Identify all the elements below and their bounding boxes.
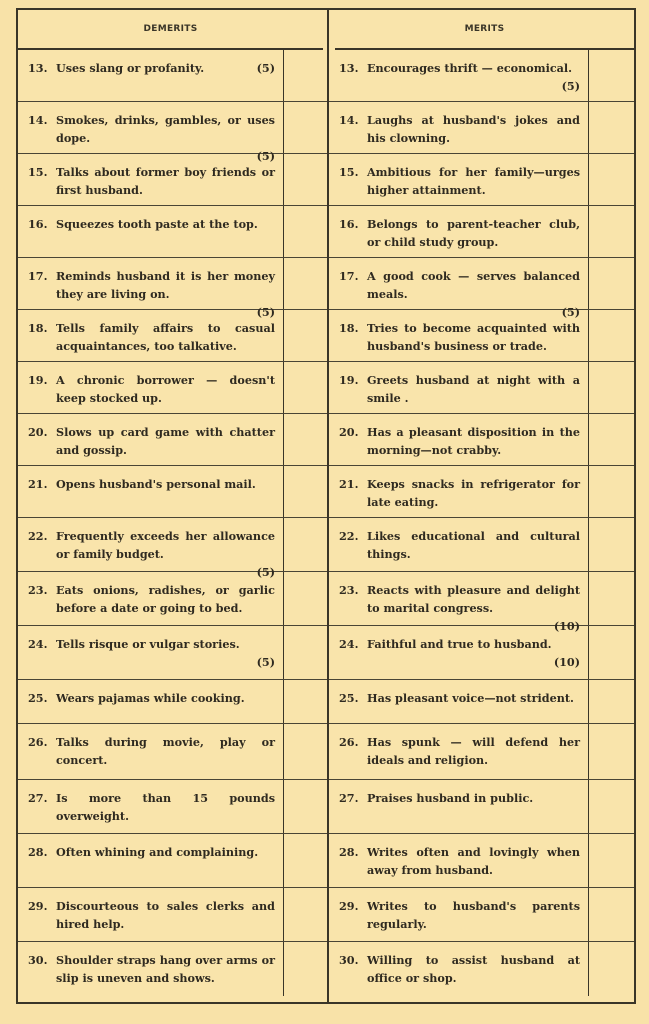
merit-item — [329, 466, 588, 517]
item-text-wrap — [56, 111, 275, 163]
demerit-score-box[interactable] — [283, 102, 327, 153]
item-text-wrap — [367, 215, 580, 257]
item-number: 18. — [28, 321, 48, 335]
demerit-score-box[interactable] — [283, 572, 327, 625]
merit-row — [329, 258, 634, 319]
item-text-wrap — [56, 215, 275, 257]
item-text-wrap — [367, 319, 580, 361]
demerit-item — [18, 834, 283, 887]
merits-list — [329, 50, 634, 1002]
item-text: Frequently exceeds her allowance or family budget. — [56, 529, 275, 561]
merit-item — [329, 518, 588, 571]
demerit-score-box[interactable] — [283, 310, 327, 361]
item-text-wrap — [367, 527, 580, 571]
demerits-column — [18, 10, 327, 1002]
merit-score-box[interactable] — [588, 780, 634, 833]
merit-item — [329, 258, 588, 319]
merit-item — [329, 50, 588, 101]
merits-header: MERITS — [335, 10, 634, 50]
item-text: Keeps snacks in refrigerator for late eating. — [367, 477, 580, 509]
item-text: Has spunk — will defend her ideals and religion. — [367, 735, 580, 767]
merit-row — [329, 680, 634, 724]
item-text-wrap — [56, 789, 275, 833]
demerit-row — [18, 310, 327, 362]
item-text: Likes educational and cultural things. — [367, 529, 580, 561]
merit-item — [329, 626, 588, 679]
item-text-wrap — [367, 111, 580, 153]
demerit-item — [18, 206, 283, 257]
item-text: Belongs to parent-teacher club, or child study group. — [367, 217, 580, 249]
item-text: Writes to husband's parents regularly. — [367, 899, 580, 931]
demerit-row — [18, 680, 327, 724]
item-number: 19. — [339, 373, 359, 387]
item-points: (5) — [256, 565, 275, 579]
merit-score-box[interactable] — [588, 362, 634, 413]
demerit-score-box[interactable] — [283, 834, 327, 887]
item-number: 25. — [28, 691, 48, 705]
demerit-row — [18, 888, 327, 942]
item-text: A good cook — serves balanced meals. — [367, 269, 580, 301]
merit-score-box[interactable] — [588, 310, 634, 361]
item-text-wrap — [56, 897, 275, 941]
item-points: (5) — [561, 305, 580, 319]
item-text-wrap — [56, 163, 275, 205]
item-number: 20. — [28, 425, 48, 439]
item-number: 20. — [339, 425, 359, 439]
item-text: Greets husband at night with a smile . — [367, 373, 580, 405]
item-text-wrap — [56, 733, 275, 779]
item-number: 22. — [28, 529, 48, 543]
merit-item — [329, 834, 588, 887]
item-number: 16. — [28, 217, 48, 231]
item-number: 22. — [339, 529, 359, 543]
demerit-score-box[interactable] — [283, 626, 327, 679]
merit-item — [329, 780, 588, 833]
item-text-wrap — [367, 59, 580, 101]
merit-row — [329, 414, 634, 466]
merit-score-box[interactable] — [588, 414, 634, 465]
demerit-row — [18, 414, 327, 466]
item-text-wrap — [367, 733, 580, 779]
merit-score-box[interactable] — [588, 888, 634, 941]
merit-item — [329, 680, 588, 723]
merit-score-box[interactable] — [588, 206, 634, 257]
demerit-item — [18, 888, 283, 941]
merit-row — [329, 466, 634, 518]
item-number: 26. — [339, 735, 359, 749]
item-text: A chronic borrower — doesn't keep stocked up. — [56, 373, 275, 405]
item-text: Has pleasant voice—not strident. — [367, 691, 574, 705]
merit-item — [329, 942, 588, 996]
merit-item — [329, 414, 588, 465]
demerit-item — [18, 50, 283, 101]
item-text-wrap — [367, 689, 580, 723]
item-text: Tries to become acquainted with husband's business or trade. — [367, 321, 580, 353]
merit-score-box[interactable] — [588, 626, 634, 679]
merit-score-box[interactable] — [588, 724, 634, 779]
item-text-wrap — [367, 897, 580, 941]
item-text-wrap — [56, 951, 275, 996]
item-text-wrap — [367, 163, 580, 205]
demerit-score-box[interactable] — [283, 518, 327, 571]
item-number: 28. — [28, 845, 48, 859]
demerit-item — [18, 154, 283, 205]
demerit-row — [18, 466, 327, 518]
item-text: Reminds husband it is her money they are living on. — [56, 269, 275, 301]
merit-score-box[interactable] — [588, 834, 634, 887]
merit-row — [329, 518, 634, 572]
merit-score-box[interactable] — [588, 258, 634, 309]
item-text-wrap — [367, 951, 580, 996]
item-number: 30. — [339, 953, 359, 967]
demerit-score-box[interactable] — [283, 258, 327, 309]
item-text-wrap — [367, 371, 580, 413]
merit-row — [329, 102, 634, 154]
item-text-wrap — [367, 843, 580, 887]
demerit-row — [18, 206, 327, 258]
demerits-list — [18, 50, 327, 1002]
demerit-row — [18, 834, 327, 888]
demerit-row — [18, 572, 327, 626]
item-text-wrap — [56, 267, 275, 319]
item-text-wrap — [56, 371, 275, 413]
merit-item — [329, 154, 588, 205]
merit-score-box[interactable] — [588, 50, 634, 101]
item-text-wrap — [56, 689, 275, 723]
item-text-wrap — [56, 423, 275, 465]
item-number: 26. — [28, 735, 48, 749]
item-text-wrap — [367, 423, 580, 465]
item-number: 24. — [28, 637, 48, 651]
merit-item — [329, 206, 588, 257]
item-number: 29. — [339, 899, 359, 913]
demerit-item — [18, 414, 283, 465]
merit-row — [329, 942, 634, 996]
item-text: Eats onions, radishes, or garlic before a date or going to bed. — [56, 583, 275, 615]
item-text-wrap — [56, 843, 275, 887]
item-text-wrap — [56, 635, 275, 679]
demerit-item — [18, 258, 283, 319]
item-text: Reacts with pleasure and delight to marital congress. — [367, 583, 580, 615]
item-text-wrap — [56, 59, 275, 101]
demerit-item — [18, 724, 283, 779]
item-number: 24. — [339, 637, 359, 651]
demerit-score-box[interactable] — [283, 362, 327, 413]
item-points: (5) — [561, 79, 580, 93]
item-text: Smokes, drinks, gambles, or uses dope. — [56, 113, 275, 145]
item-text: Laughs at husband's jokes and his clowning. — [367, 113, 580, 145]
item-number: 23. — [339, 583, 359, 597]
merit-score-box[interactable] — [588, 518, 634, 571]
item-text-wrap — [367, 635, 580, 679]
item-text: Faithful and true to husband. — [367, 637, 552, 651]
merit-row — [329, 780, 634, 834]
merit-row — [329, 626, 634, 680]
item-number: 27. — [339, 791, 359, 805]
item-text: Opens husband's personal mail. — [56, 477, 256, 491]
merit-row — [329, 834, 634, 888]
item-text: Shoulder straps hang over arms or slip is uneven and shows. — [56, 953, 275, 985]
item-number: 15. — [339, 165, 359, 179]
merit-item — [329, 724, 588, 779]
item-number: 27. — [28, 791, 48, 805]
item-text: Tells risque or vulgar stories. — [56, 637, 240, 651]
demerit-row — [18, 50, 327, 102]
demerit-item — [18, 310, 283, 361]
item-points: (5) — [256, 149, 275, 163]
item-text-wrap — [367, 789, 580, 833]
item-text: Often whining and complaining. — [56, 845, 259, 859]
item-number: 17. — [339, 269, 359, 283]
demerit-score-box[interactable] — [283, 206, 327, 257]
item-text: Talks during movie, play or concert. — [56, 735, 275, 767]
item-number: 14. — [28, 113, 48, 127]
item-number: 21. — [339, 477, 359, 491]
demerit-score-box[interactable] — [283, 50, 327, 101]
demerit-item — [18, 362, 283, 413]
demerit-row — [18, 154, 327, 206]
merit-row — [329, 154, 634, 206]
item-points: (10) — [553, 655, 580, 669]
item-text: Slows up card game with chatter and gossip. — [56, 425, 275, 457]
merit-row — [329, 572, 634, 633]
item-text: Writes often and lovingly when away from husband. — [367, 845, 580, 877]
item-points: (10) — [553, 619, 580, 633]
item-text: Uses slang or profanity. — [56, 61, 205, 75]
item-text: Discourteous to sales clerks and hired help. — [56, 899, 275, 931]
item-number: 19. — [28, 373, 48, 387]
demerit-score-box[interactable] — [283, 780, 327, 833]
demerit-score-box[interactable] — [283, 724, 327, 779]
demerit-row — [18, 102, 327, 163]
demerit-row — [18, 258, 327, 319]
item-text-wrap — [56, 581, 275, 625]
merit-score-box[interactable] — [588, 572, 634, 625]
item-text-wrap — [367, 581, 580, 633]
merit-row — [329, 724, 634, 780]
merit-score-box[interactable] — [588, 466, 634, 517]
item-text: Willing to assist husband at office or shop. — [367, 953, 580, 985]
demerit-item — [18, 626, 283, 679]
merit-item — [329, 572, 588, 633]
item-text-wrap — [56, 527, 275, 579]
item-number: 13. — [339, 61, 359, 75]
demerit-score-box[interactable] — [283, 942, 327, 996]
demerit-item — [18, 680, 283, 723]
item-text-wrap — [56, 319, 275, 361]
merit-score-box[interactable] — [588, 102, 634, 153]
item-text: Is more than 15 pounds overweight. — [56, 791, 275, 823]
item-text-wrap — [367, 267, 580, 319]
merit-row — [329, 888, 634, 942]
demerit-score-box[interactable] — [283, 466, 327, 517]
merit-row — [329, 50, 634, 102]
item-text: Talks about former boy friends or first husband. — [56, 165, 275, 197]
item-text: Squeezes tooth paste at the top. — [56, 217, 258, 231]
scorecard-table — [16, 8, 636, 1004]
item-number: 15. — [28, 165, 48, 179]
merit-score-box[interactable] — [588, 154, 634, 205]
item-number: 14. — [339, 113, 359, 127]
merit-score-box[interactable] — [588, 680, 634, 723]
item-text: Ambitious for her family—urges higher attainment. — [367, 165, 580, 197]
item-number: 25. — [339, 691, 359, 705]
demerit-item — [18, 466, 283, 517]
demerit-item — [18, 518, 283, 579]
merits-column — [329, 10, 634, 1002]
item-number: 30. — [28, 953, 48, 967]
demerit-row — [18, 518, 327, 579]
item-text: Praises husband in public. — [367, 791, 534, 805]
item-points: (5) — [256, 305, 275, 319]
merit-item — [329, 102, 588, 153]
item-number: 21. — [28, 477, 48, 491]
item-text-wrap — [367, 475, 580, 517]
demerit-score-box[interactable] — [283, 414, 327, 465]
demerit-item — [18, 572, 283, 625]
demerits-header: DEMERITS — [18, 10, 323, 50]
demerit-score-box[interactable] — [283, 154, 327, 205]
item-text: Has a pleasant disposition in the morning—not crabby. — [367, 425, 580, 457]
demerit-item — [18, 780, 283, 833]
demerit-score-box[interactable] — [283, 888, 327, 941]
demerit-row — [18, 780, 327, 834]
merit-score-box[interactable] — [588, 942, 634, 996]
demerit-item — [18, 102, 283, 163]
merit-item — [329, 888, 588, 941]
item-points: (5) — [256, 61, 275, 75]
item-number: 18. — [339, 321, 359, 335]
demerit-row — [18, 942, 327, 996]
item-number: 29. — [28, 899, 48, 913]
item-number: 28. — [339, 845, 359, 859]
merit-row — [329, 310, 634, 362]
demerit-score-box[interactable] — [283, 680, 327, 723]
item-text-wrap — [56, 475, 275, 517]
item-number: 23. — [28, 583, 48, 597]
demerit-item — [18, 942, 283, 996]
merit-row — [329, 362, 634, 414]
merit-item — [329, 310, 588, 361]
demerit-row — [18, 724, 327, 780]
item-number: 17. — [28, 269, 48, 283]
item-points: (5) — [256, 655, 275, 669]
merit-item — [329, 362, 588, 413]
item-number: 13. — [28, 61, 48, 75]
merit-row — [329, 206, 634, 258]
item-number: 16. — [339, 217, 359, 231]
demerit-row — [18, 626, 327, 680]
item-text: Tells family affairs to casual acquaintances, too talkative. — [56, 321, 275, 353]
item-text: Wears pajamas while cooking. — [56, 691, 245, 705]
demerit-row — [18, 362, 327, 414]
item-text: Encourages thrift — economical. — [367, 61, 573, 75]
